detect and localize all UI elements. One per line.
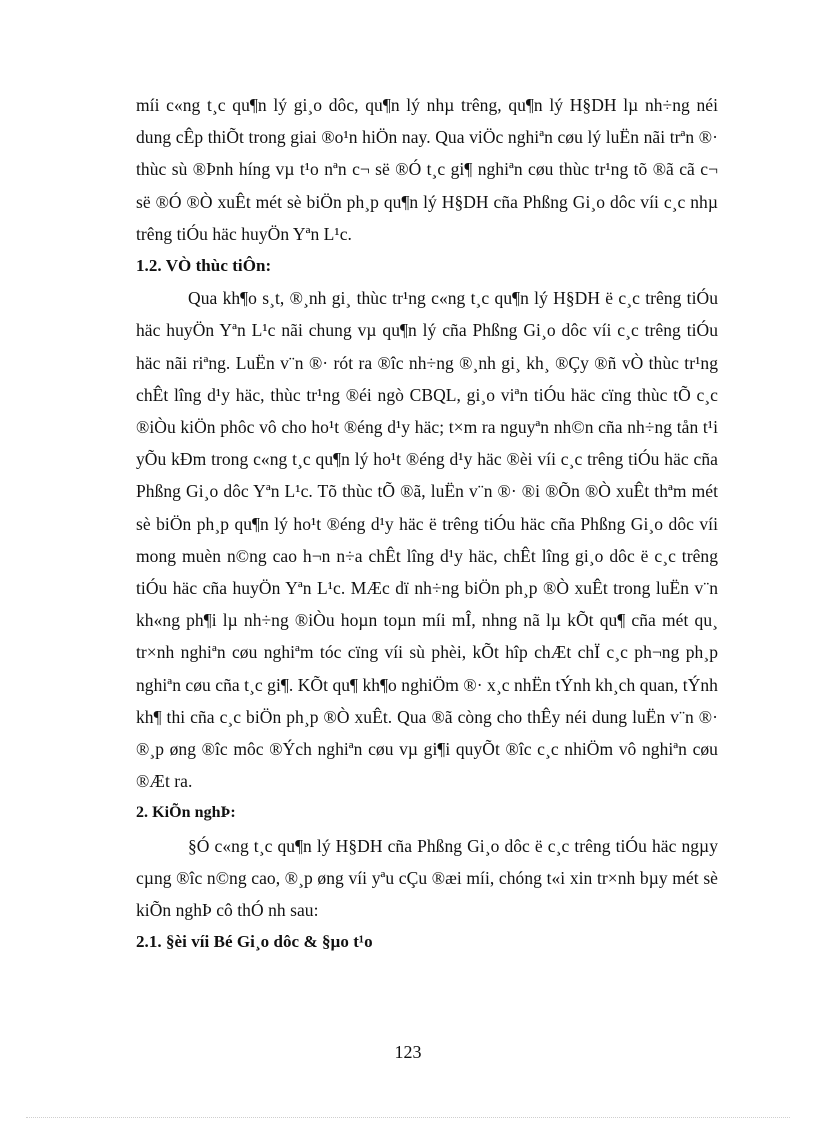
paragraph-intro: míi c«ng t¸c qu¶n lý gi¸o dôc, qu¶n lý nhµ trêng, qu¶n lý H§DH lµ nh÷ng néi dung cÊp thiÕt trong giai ®o¹n hiÖn nay. Qua viÖc nghiªn cøu lý luËn nãi trªn ®· thùc sù ®Þnh híng vµ t¹o nªn c¬ së ®Ó t¸c gi¶ nghiªn cøu thùc tr¹ng tõ ®ã cã c¬ së ®Ó ®Ò xuÊt mét sè biÖn ph¸p qu¶n lý H§DH cña Phßng Gi¸o dôc víi c¸c nhµ trêng tiÓu häc huyÖn Yªn L¹c. bbox=[136, 95, 718, 244]
paragraph-practice: Qua kh¶o s¸t, ®¸nh gi¸ thùc tr¹ng c«ng t¸c qu¶n lý H§DH ë c¸c trêng tiÓu häc huyÖn Yªn L¹c nãi chung vµ qu¶n lý cña Phßng Gi¸o dôc víi c¸c trêng tiÓu häc nãi riªng. LuËn v¨n ®· rót ra ®îc nh÷ng ®¸nh gi¸ kh¸ ®Çy ®ñ vÒ thùc tr¹ng chÊt lîng d¹y häc, thùc tr¹ng ®éi ngò CBQL, gi¸o viªn tiÓu häc cïng thùc tÕ c¸c ®iÒu kiÖn phôc vô cho ho¹t ®éng d¹y häc; t×m ra nguyªn nh©n cña nh÷ng tån t¹i yÕu kÐm trong c«ng t¸c qu¶n lý ho¹t ®éng d¹y häc ®èi víi c¸c trêng tiÓu häc cña Phßng Gi¸o dôc Yªn L¹c. Tõ thùc tÕ ®ã, luËn v¨n ®· ®i ®Õn ®Ò xuÊt thªm mét sè biÖn ph¸p qu¶n lý ho¹t ®éng d¹y häc ë trêng tiÓu häc cña Phßng Gi¸o dôc víi mong muèn n©ng cao h¬n n÷a chÊt lîng d¹y häc, chÊt lîng gi¸o dôc ë c¸c trêng tiÓu häc cña huyÖn Yªn L¹c. MÆc dï nh÷ng biÖn ph¸p ®Ò xuÊt trong luËn v¨n kh«ng ph¶i lµ nh÷ng ®iÒu hoµn toµn míi mÎ, nhng nã lµ kÕt qu¶ cña mét qu¸ tr×nh nghiªn cøu nghiªm tóc cïng víi sù phèi, kÕt hîp chÆt chÏ c¸c ph¬ng ph¸p nghiªn cøu cña t¸c gi¶. KÕt qu¶ kh¶o nghiÖm ®· x¸c nhËn tÝnh kh¸ch quan, tÝnh kh¶ thi cña c¸c biÖn ph¸p ®Ò xuÊt. Qua ®ã còng cho thÊy néi dung luËn v¨n ®· ®¸p øng ®îc môc ®Ých nghiªn cøu vµ gi¶i quyÕt ®îc c¸c nhiÖm vô nghiªn cøu ®Æt ra. bbox=[136, 288, 718, 792]
page-body bbox=[136, 89, 718, 958]
section-heading-2: 2. KiÕn nghÞ: bbox=[136, 804, 236, 822]
paragraph-recommendations: §Ó c«ng t¸c qu¶n lý H§DH cña Phßng Gi¸o dôc ë c¸c trêng tiÓu häc ngµy cµng ®îc n©ng cao, ®¸p øng víi yªu cÇu ®æi míi, chóng t«i xin tr×nh bµy mét sè kiÕn nghÞ cô thÓ nh sau: bbox=[136, 835, 718, 921]
section-heading-2-1: 2.1. §èi víi Bé Gi¸o dôc & §µo t¹o bbox=[136, 932, 373, 952]
section-heading-1-2: 1.2. VÒ thùc tiÔn: bbox=[136, 256, 272, 276]
page-bottom-divider bbox=[26, 1117, 790, 1118]
page-number: 123 bbox=[394, 1042, 422, 1062]
